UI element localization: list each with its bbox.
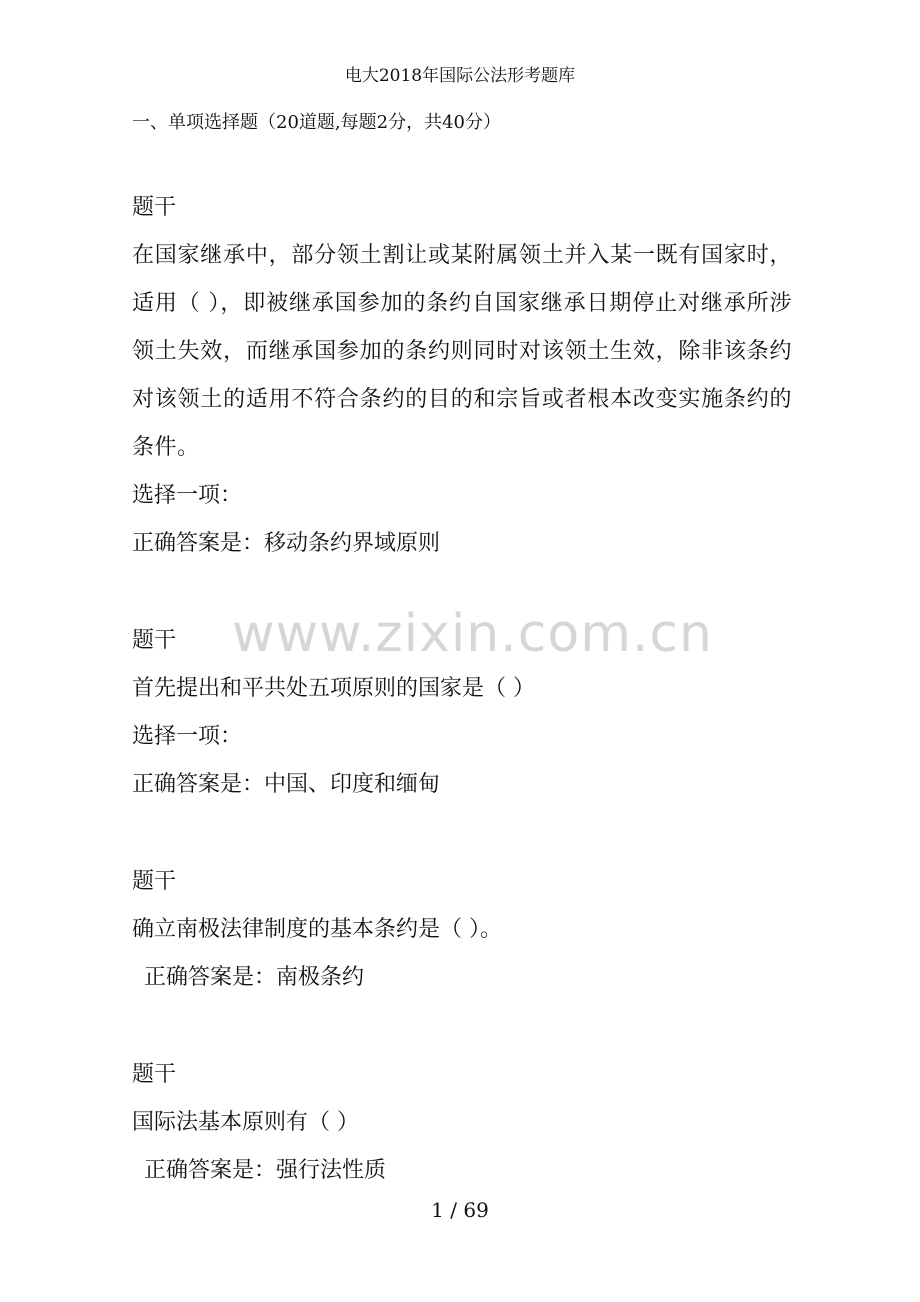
question-stem: 国际法基本原则有（ ） — [132, 1110, 359, 1135]
correct-answer: 正确答案是：南极条约 — [144, 965, 365, 990]
question-item — [132, 1051, 792, 1195]
document-title: 电大2018年国际公法形考题库 — [344, 66, 576, 86]
question-label: 题干 — [132, 195, 177, 220]
page-number: 1 / 69 — [431, 1198, 489, 1222]
question-item — [132, 617, 792, 809]
question-stem: 首先提出和平共处五项原则的国家是（ ） — [132, 676, 535, 701]
watermark: www.zixin.com.cn — [232, 604, 713, 664]
question-label: 题干 — [132, 628, 177, 653]
question-label: 题干 — [132, 869, 177, 894]
correct-answer: 正确答案是：强行法性质 — [144, 1158, 387, 1183]
correct-answer: 正确答案是：移动条约界域原则 — [132, 531, 441, 556]
question-item — [132, 858, 792, 1002]
choose-one-label: 选择一项： — [132, 724, 243, 749]
choose-one-label: 选择一项： — [132, 483, 243, 508]
question-stem: 在国家继承中，部分领土割让或某附属领土并入某一既有国家时，适用（ ），即被继承国参加的条约自国家继承日期停止对继承所涉领土失效，而继承国参加的条约则同时对该领土生效，除非该条约对该领土的适用不符合条约的目的和宗旨或者根本改变实施条约的条件。 — [132, 243, 792, 460]
question-item — [132, 184, 792, 568]
question-label: 题干 — [132, 1062, 177, 1087]
question-stem: 确立南极法律制度的基本条约是（ ）。 — [132, 917, 502, 942]
correct-answer: 正确答案是：中国、印度和缅甸 — [132, 772, 441, 797]
section-heading: 一、单项选择题（20道题,每题2分，共40分） — [132, 112, 501, 133]
